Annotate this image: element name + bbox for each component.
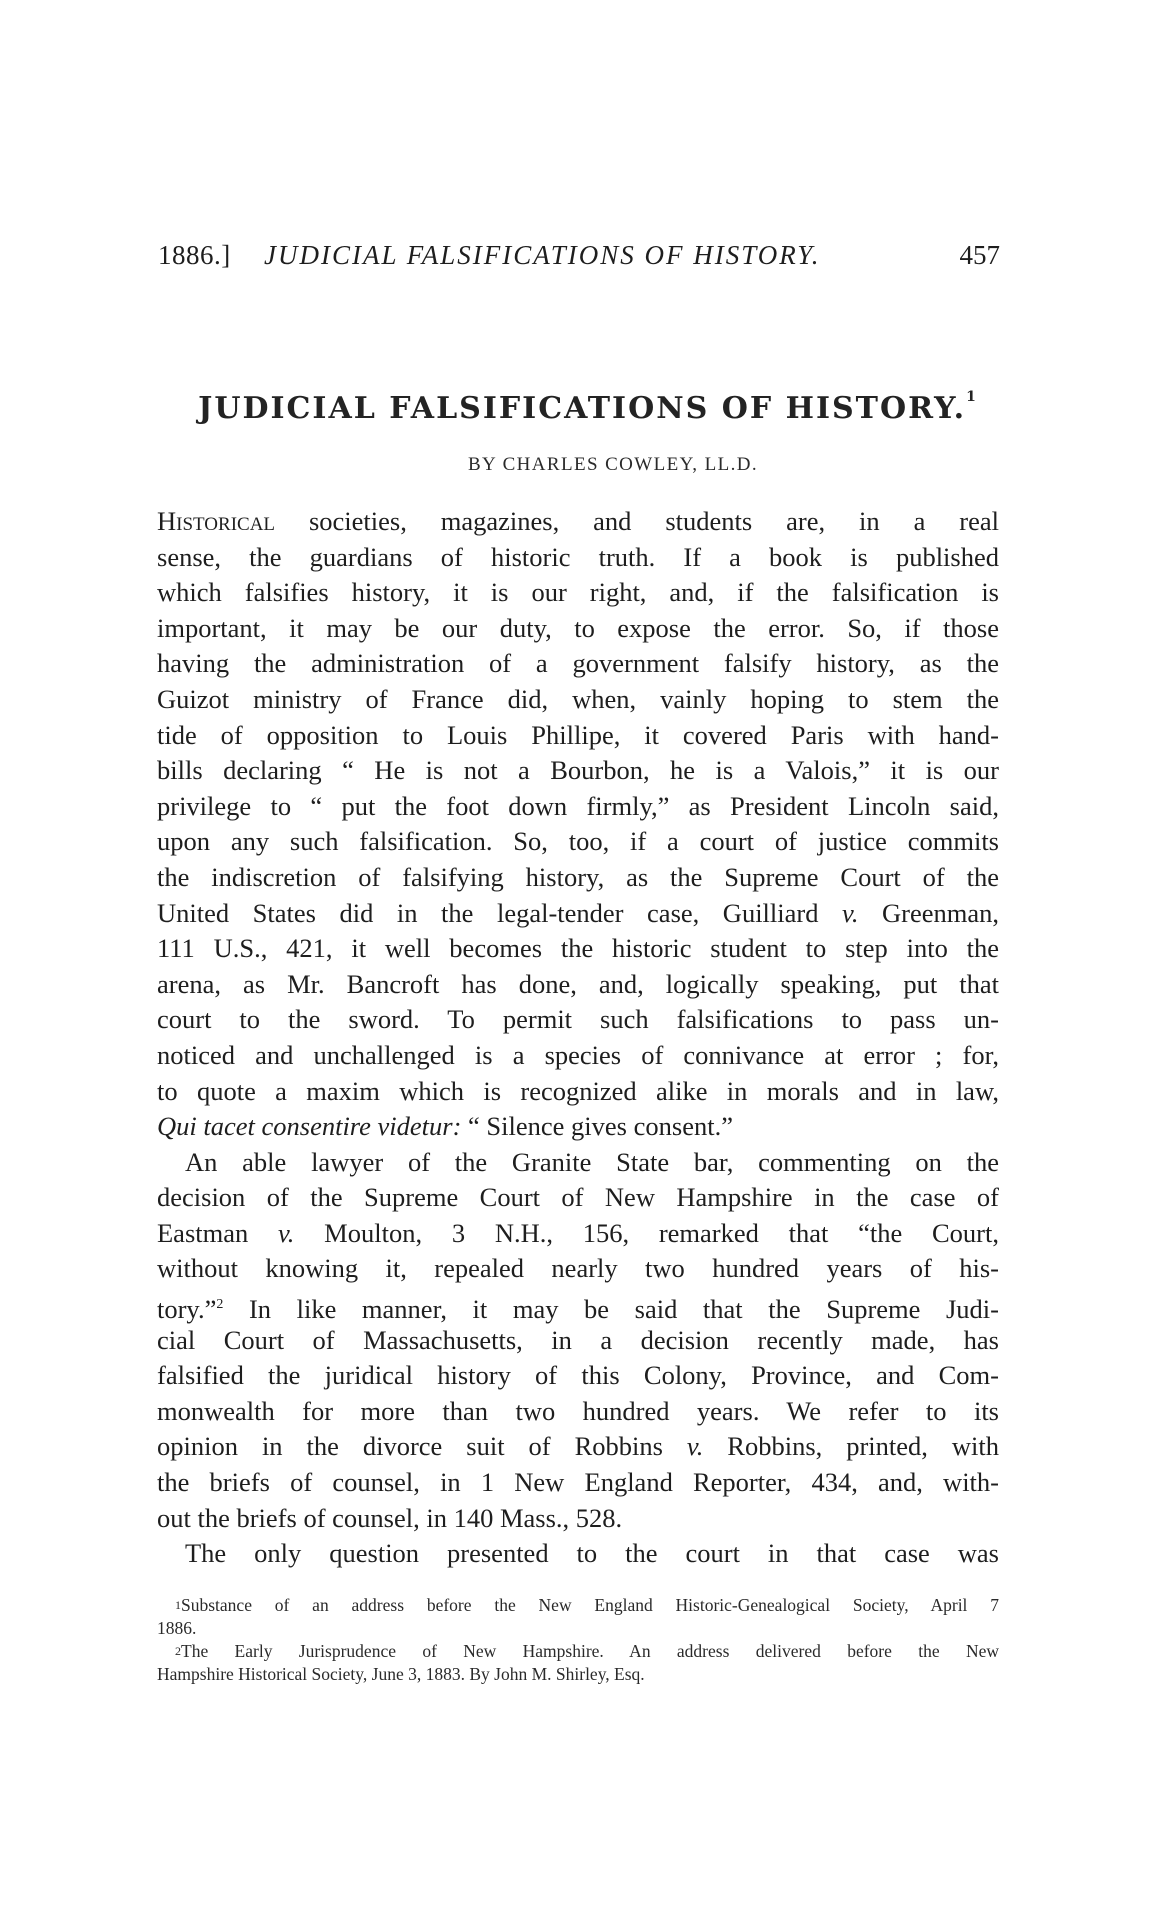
versus-italic: v. bbox=[278, 1217, 295, 1248]
body-line: tide of opposition to Louis Phillipe, it covered Paris with hand- bbox=[157, 719, 999, 750]
footnote-text: The Early Jurisprudence of New Hampshire. An address delivered before the New bbox=[181, 1641, 999, 1661]
body-line: decision of the Supreme Court of New Hampshire in the case of bbox=[157, 1182, 999, 1213]
running-head bbox=[158, 240, 1000, 280]
body-line: important, it may be our duty, to expose the error. So, if those bbox=[157, 612, 999, 643]
body-line bbox=[157, 1109, 999, 1145]
line-text: United States did in the legal-tender case, Guilliard bbox=[157, 897, 843, 928]
footnote-2-line: Hampshire Historical Society, June 3, 1883. By John M. Shirley, Esq. bbox=[157, 1664, 645, 1684]
article-title-text: JUDICIAL FALSIFICATIONS OF HISTORY. bbox=[198, 391, 967, 426]
versus-italic: v. bbox=[686, 1431, 704, 1462]
drop-word: Historical bbox=[157, 506, 276, 536]
article-body bbox=[157, 504, 999, 1572]
body-line: privilege to “ put the foot down firmly,” as President Lincoln said, bbox=[157, 790, 999, 821]
line-text: Moulton, 3 N.H., 156, remarked that “the Court, bbox=[294, 1217, 999, 1248]
running-head-title: JUDICIAL FALSIFICATIONS OF HISTORY. bbox=[264, 240, 821, 270]
line-text: tory.” bbox=[157, 1293, 217, 1324]
line-text: “ Silence gives consent.” bbox=[461, 1111, 733, 1142]
body-line: to quote a maxim which is recognized alike in morals and in law, bbox=[157, 1075, 999, 1106]
page-number: 457 bbox=[959, 240, 1000, 270]
body-line: the briefs of counsel, in 1 New England Reporter, 434, and, with- bbox=[157, 1467, 999, 1498]
versus-italic: v. bbox=[842, 897, 859, 928]
body-line: bills declaring “ He is not a Bourbon, he is a Valois,” it is our bbox=[157, 755, 999, 786]
body-line bbox=[157, 1287, 999, 1323]
line-text: Robbins, printed, with bbox=[703, 1431, 999, 1462]
footnote-ref: 2 bbox=[216, 1297, 224, 1313]
footnote-text: Substance of an address before the New England Historic-Genealogical Society, April 7 bbox=[181, 1595, 999, 1615]
line-text: Greenman, bbox=[858, 897, 999, 928]
body-line: cial Court of Massachusetts, in a decision recently made, has bbox=[157, 1324, 999, 1355]
body-line: which falsifies history, it is our right, and, if the falsification is bbox=[157, 577, 999, 608]
body-line bbox=[157, 1429, 999, 1465]
latin-maxim: Qui tacet consentire videtur: bbox=[157, 1111, 462, 1142]
footnote-mark: 2 bbox=[175, 1644, 181, 1658]
body-line: sense, the guardians of historic truth. If a book is published bbox=[157, 541, 999, 572]
line-text: opinion in the divorce suit of Robbins bbox=[157, 1431, 687, 1462]
footnotes bbox=[157, 1594, 999, 1686]
body-line: without knowing it, repealed nearly two hundred years of his- bbox=[157, 1253, 999, 1284]
body-line: out the briefs of counsel, in 140 Mass., 528. bbox=[157, 1502, 623, 1533]
body-line: upon any such falsification. So, too, if a court of justice commits bbox=[157, 826, 999, 857]
line-text: Eastman bbox=[157, 1217, 278, 1248]
body-line: falsified the juridical history of this Colony, Province, and Com- bbox=[157, 1360, 999, 1391]
title-footnote-mark: 1 bbox=[966, 389, 978, 405]
body-line: arena, as Mr. Bancroft has done, and, logically speaking, put that bbox=[157, 968, 999, 999]
footnote-1-line: 1886. bbox=[157, 1618, 197, 1638]
running-head-year: 1886.] bbox=[158, 240, 231, 270]
body-line bbox=[157, 504, 999, 540]
body-line: the indiscretion of falsifying history, as the Supreme Court of the bbox=[157, 861, 999, 892]
body-line: Guizot ministry of France did, when, vainly hoping to stem the bbox=[157, 683, 999, 714]
body-line bbox=[157, 1216, 999, 1252]
body-line: 111 U.S., 421, it well becomes the historic student to step into the bbox=[157, 933, 999, 964]
article-title bbox=[0, 391, 1176, 426]
body-line: court to the sword. To permit such falsifications to pass un- bbox=[157, 1004, 999, 1035]
body-line bbox=[157, 896, 999, 932]
footnote-2-line bbox=[157, 1640, 999, 1663]
body-line: The only question presented to the court in that case was bbox=[185, 1538, 999, 1569]
body-line: An able lawyer of the Granite State bar, commenting on the bbox=[185, 1146, 999, 1177]
body-line: having the administration of a government falsify history, as the bbox=[157, 648, 999, 679]
footnote-1-line bbox=[157, 1594, 999, 1617]
byline: BY CHARLES COWLEY, LL.D. bbox=[467, 454, 759, 475]
body-line: monwealth for more than two hundred years. We refer to its bbox=[157, 1395, 999, 1426]
line-text: In like manner, it may be said that the Supreme Judi- bbox=[223, 1293, 999, 1324]
footnote-mark: 1 bbox=[175, 1598, 181, 1612]
body-line: noticed and unchallenged is a species of connivance at error ; for, bbox=[157, 1039, 999, 1070]
line-text: societies, magazines, and students are, in a real bbox=[275, 506, 999, 536]
